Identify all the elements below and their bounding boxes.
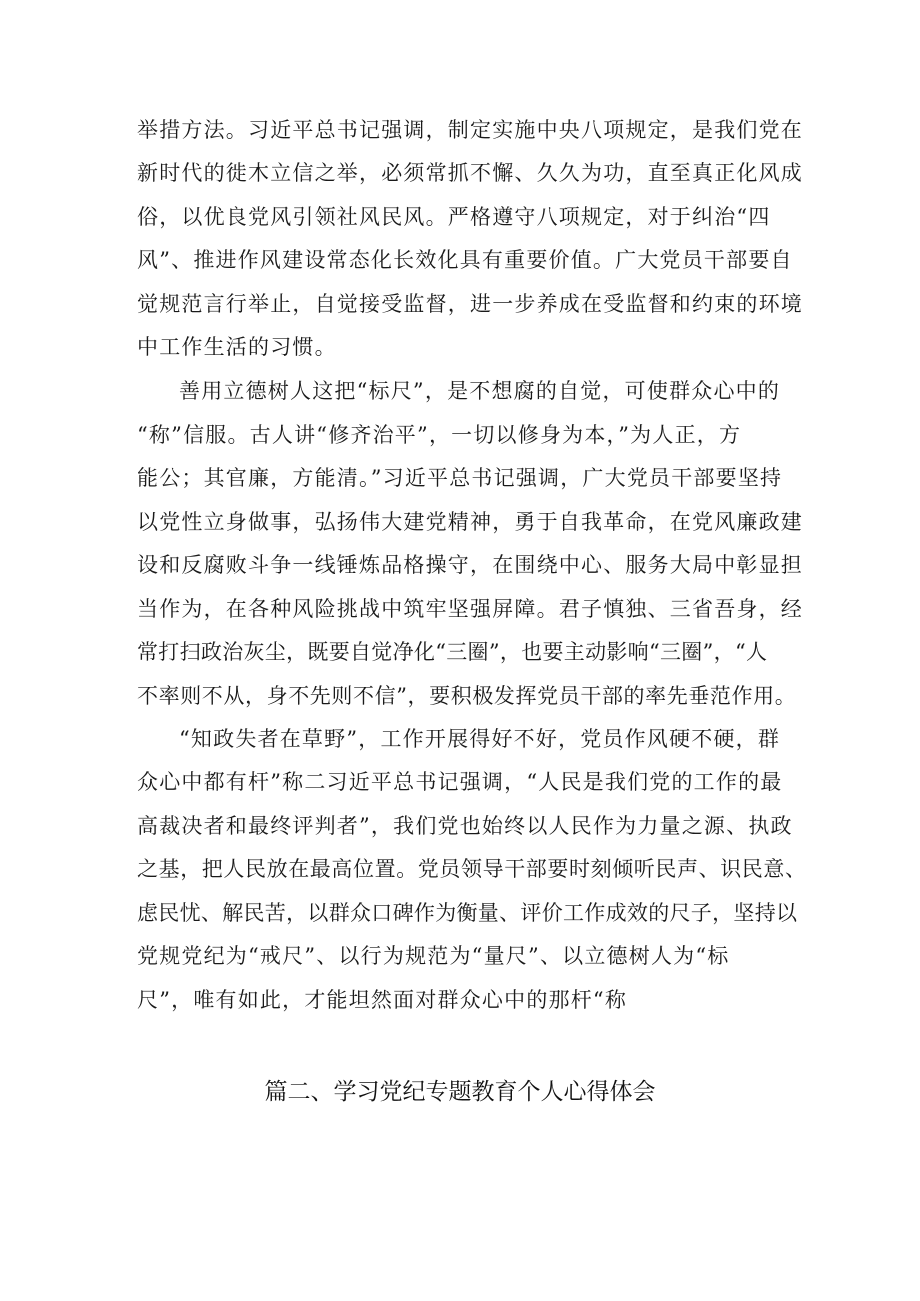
text-line: 众心中都有杆”称二习近平总书记强调，“人民是我们党的工作的最 [137, 770, 783, 794]
text-line: 之基，把人民放在最高位置。党员领导干部要时刻倾听民声、识民意、 [137, 857, 807, 881]
paragraph-first-line: 善用立德树人这把“标尺”，是不想腐的自觉，可使群众心中的 [179, 379, 781, 403]
text-line: 举措方法。习近平总书记强调，制定实施中央八项规定，是我们党在 [137, 118, 803, 142]
text-line: 常打扫政治灰尘，既要自觉净化“三圈”，也要主动影响“三圈”，“人 [137, 640, 768, 664]
text-line: 当作为，在各种风险挑战中筑牢坚强屏障。君子慎独、三省吾身，经 [137, 597, 803, 621]
text-line: 以党性立身做事，弘扬伟大建党精神，勇于自我革命，在党风廉政建 [137, 510, 803, 534]
text-line: 觉规范言行举止，自觉接受监督，进一步养成在受监督和约束的环境 [137, 292, 803, 316]
text-line: 党规党纪为“戒尺”、以行为规范为“量尺”、以立德树人为“标 [137, 944, 730, 968]
text-line: 新时代的徙木立信之举，必须常抓不懈、久久为功，直至真正化风成 [137, 161, 803, 185]
paragraph-first-line: “知政失者在草野”，工作开展得好不好，党员作风硬不硬，群 [179, 727, 781, 751]
section-heading: 篇二、学习党纪专题教育个人心得体会 [264, 1079, 656, 1105]
text-line: 高裁决者和最终评判者”，我们党也始终以人民作为力量之源、执政 [137, 814, 793, 838]
text-line: 设和反腐败斗争一线锤炼品格操守，在围绕中心、服务大局中彰显担 [137, 553, 803, 577]
text-line: 不率则不从，身不先则不信”，要积极发挥党员干部的率先垂范作用。 [137, 684, 797, 708]
text-line: 能公；其官廉，方能清。”习近平总书记强调，广大党员干部要坚持 [137, 466, 783, 490]
text-line: 俗，以优良党风引领社风民风。严格遵守八项规定，对于纠治“四 [137, 205, 771, 229]
text-line: 虑民忧、解民苦，以群众口碑作为衡量、评价工作成效的尺子，坚持以 [137, 901, 798, 925]
text-line: 尺”，唯有如此，才能坦然面对群众心中的那杆“称 [137, 988, 628, 1012]
text-line: 风”、推进作风建设常态化长效化具有重要价值。广大党员干部要自 [137, 248, 793, 272]
text-line: 中工作生活的习惯。 [137, 335, 337, 359]
text-line: “称”信服。古人讲“修齐治平”，一切以修身为本，”为人正，方 [137, 423, 742, 447]
